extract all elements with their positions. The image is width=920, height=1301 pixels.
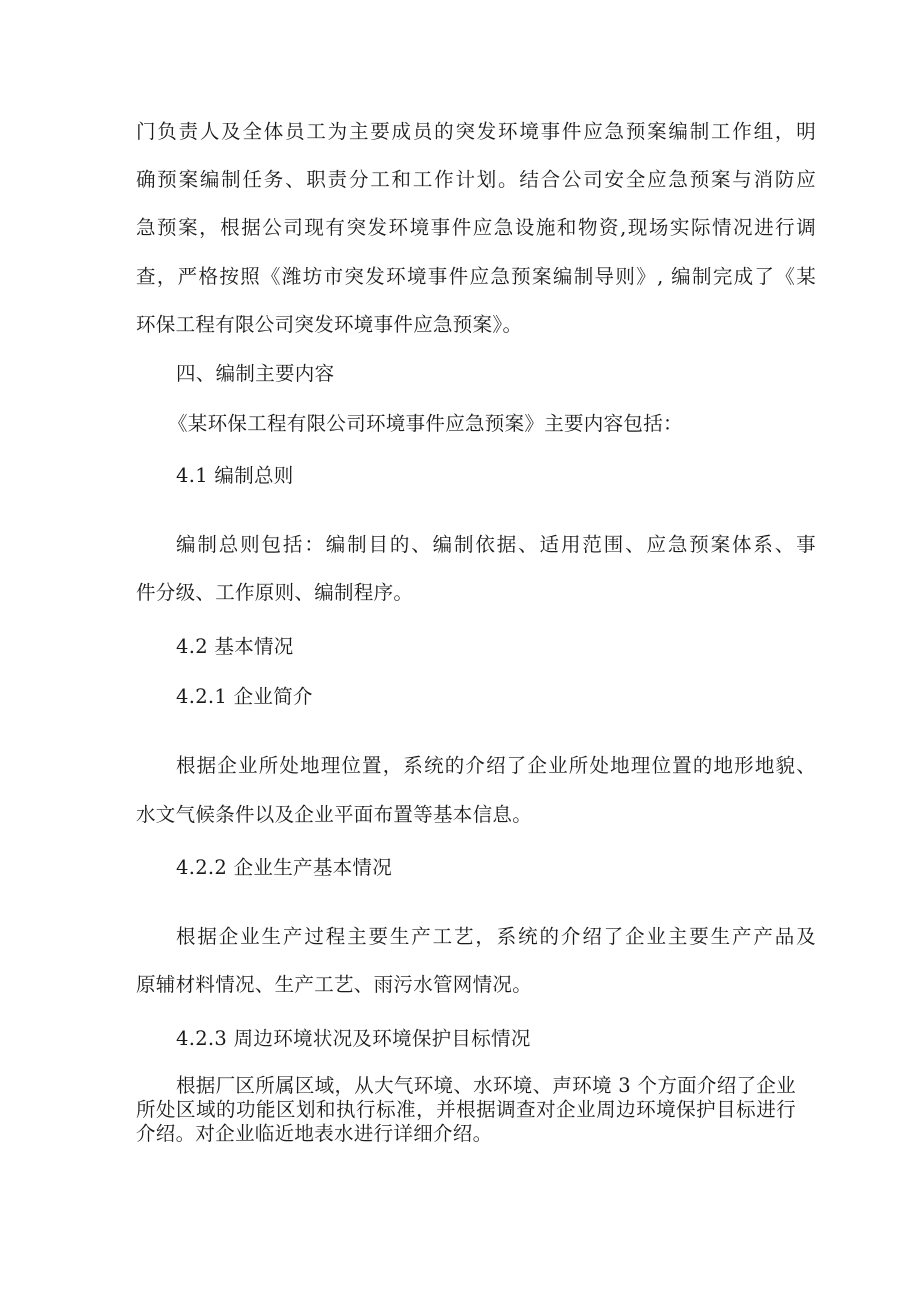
section-4-2-1-line-2: 水文气候条件以及企业平面布置等基本信息。 bbox=[136, 803, 533, 826]
section-4-1-line-2: 件分级、工作原则、编制程序。 bbox=[136, 581, 414, 604]
section-4-2-1-heading: 4.2.1 企业简介 bbox=[176, 685, 313, 708]
section-4-intro: 《某环保工程有限公司环境事件应急预案》主要内容包括： bbox=[168, 412, 683, 435]
intro-line-4: 查，严格按照《潍坊市突发环境事件应急预案编制导则》, 编制完成了《某 bbox=[136, 265, 816, 288]
intro-line-2: 确预案编制任务、职责分工和工作计划。结合公司安全应急预案与消防应 bbox=[136, 168, 816, 191]
section-4-2-3-heading: 4.2.3 周边环境状况及环境保护目标情况 bbox=[176, 1027, 531, 1050]
intro-line-1: 门负责人及全体员工为主要成员的突发环境事件应急预案编制工作组，明 bbox=[136, 120, 816, 143]
section-4-1-line-1: 编制总则包括：编制目的、编制依据、适用范围、应急预案体系、事 bbox=[176, 533, 816, 556]
section-4-2-3-paragraph: 根据厂区所属区域，从大气环境、水环境、声环境 3 个方面介绍了企业所处区域的功能区划和执行标准，并根据调查对企业周边环境保护目标进行介绍。对企业临近地表水进行详细介绍。 bbox=[136, 1074, 796, 1145]
intro-line-3: 急预案，根据公司现有突发环境事件应急设施和物资,现场实际情况进行调 bbox=[136, 216, 816, 239]
section-4-2-2-heading: 4.2.2 企业生产基本情况 bbox=[176, 856, 393, 879]
section-4-2-2-line-1: 根据企业生产过程主要生产工艺，系统的介绍了企业主要生产产品及 bbox=[176, 925, 816, 948]
section-4-2-2-line-2: 原辅材料情况、生产工艺、雨污水管网情况。 bbox=[136, 973, 533, 996]
section-4-2-1-line-1: 根据企业所处地理位置，系统的介绍了企业所处地理位置的地形地貌、 bbox=[176, 754, 816, 777]
section-4-heading: 四、编制主要内容 bbox=[176, 362, 335, 385]
section-4-1-heading: 4.1 编制总则 bbox=[176, 464, 294, 487]
section-4-2-heading: 4.2 基本情况 bbox=[176, 635, 294, 658]
intro-line-5: 环保工程有限公司突发环境事件应急预案》。 bbox=[136, 313, 523, 336]
